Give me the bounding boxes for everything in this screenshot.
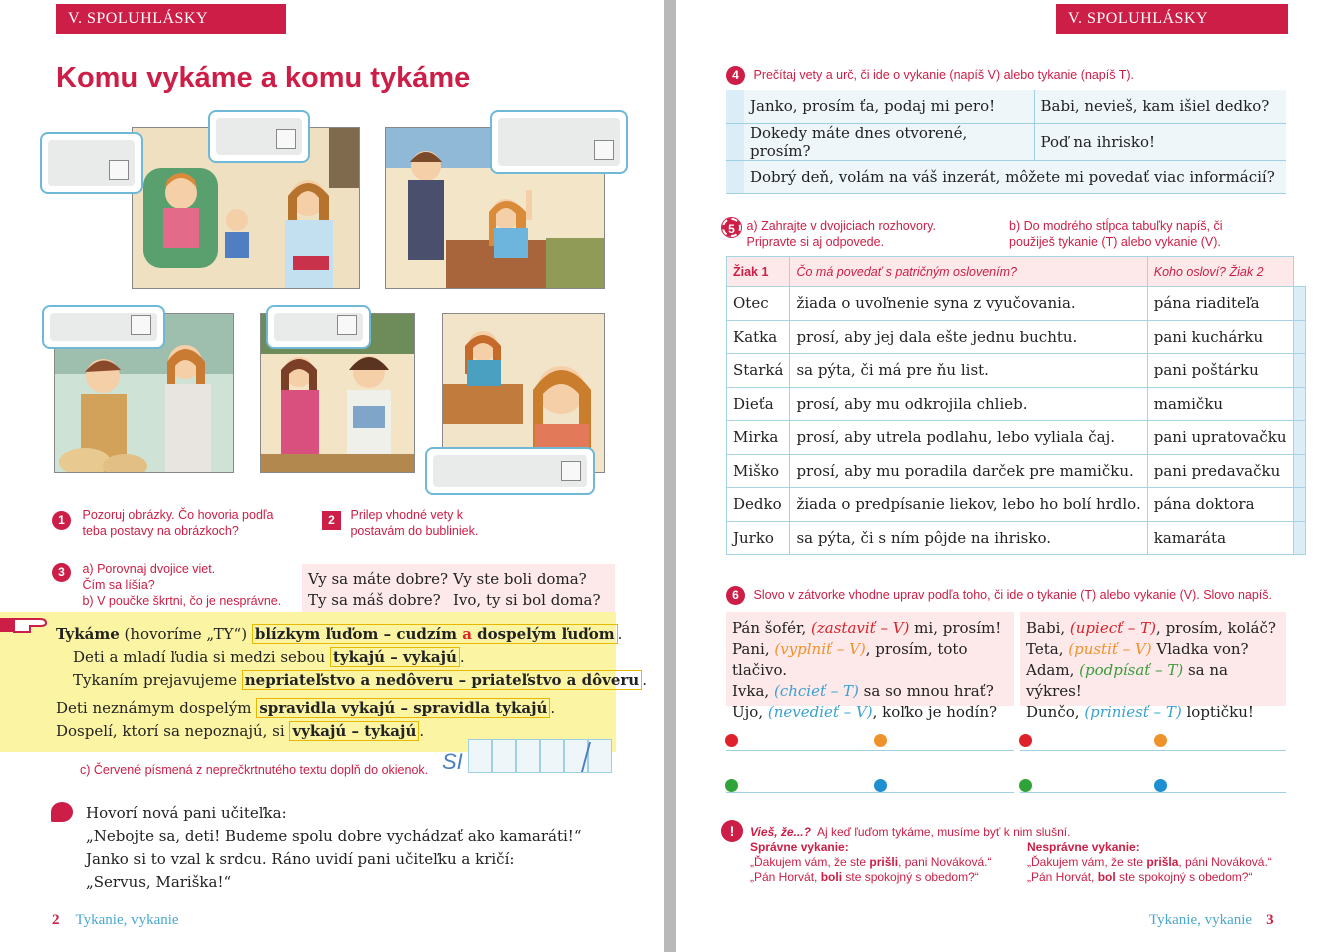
answer-line[interactable] xyxy=(1020,792,1286,793)
rule-text: Tykaním prejavujeme xyxy=(73,671,242,689)
table-row xyxy=(726,160,1286,193)
footer xyxy=(1149,912,1274,929)
story-line: Hovorí nová pani učiteľka: xyxy=(86,804,287,822)
column-header: Žiak 1 xyxy=(727,257,790,287)
footer xyxy=(52,912,179,929)
example-line: „Ďakujem vám, že ste prišla, páni Nováková.“ xyxy=(1027,855,1272,869)
red-letter: a xyxy=(462,625,472,643)
table-row xyxy=(727,287,1306,321)
table-header xyxy=(727,257,1306,287)
did-you-know xyxy=(750,824,1070,840)
request-cell: žiada o predpísanie liekov, lebo ho bolí hrdlo. xyxy=(790,488,1147,522)
table-row xyxy=(727,320,1306,354)
rule-line-5: Dospelí, ktorí sa nepoznajú, si vykajú – tykajú . xyxy=(56,722,425,740)
speech-bubble[interactable] xyxy=(42,305,165,349)
rule-line-2: Deti a mladí ľudia si medzi sebou tykajú – vykajú . xyxy=(73,648,465,666)
letter-boxes xyxy=(468,739,612,773)
choice-text: tykajú xyxy=(332,648,386,666)
exercise-sentence xyxy=(1026,639,1280,660)
column-header: Koho osloví? Žiak 2 xyxy=(1147,257,1293,287)
addressee-cell: kamaráta xyxy=(1147,521,1293,555)
speaker-cell: Mirka xyxy=(727,421,790,455)
exercise-6-left xyxy=(726,612,1014,721)
rule-line-1: Tykáme (hovoríme „TY“) blízkym ľuďom – cudzím a dospelým ľuďom . xyxy=(56,625,623,643)
rule-term: Tykáme xyxy=(56,625,120,643)
speech-bubble[interactable] xyxy=(266,305,371,349)
addressee-cell: pani kuchárku xyxy=(1147,320,1293,354)
chapter-header: V. SPOLUHLÁSKY xyxy=(1056,4,1288,34)
choice-text: – vykajú xyxy=(385,648,457,666)
answer-cell[interactable] xyxy=(726,90,744,123)
letter-box[interactable] xyxy=(588,739,612,773)
task-1-text: Pozoruj obrázky. Čo hovoria podľa teba postavy na obrázkoch? xyxy=(82,508,274,538)
task-4-table xyxy=(726,90,1286,194)
chapter-header: V. SPOLUHLÁSKY xyxy=(56,4,286,34)
left-page xyxy=(0,0,664,952)
addressee-cell: mamičku xyxy=(1147,387,1293,421)
pointing-hand-icon xyxy=(0,614,50,636)
sentence-part: Babi, xyxy=(1026,619,1070,637)
compare-sentence: Vy ste boli doma? xyxy=(453,570,587,588)
speech-icon xyxy=(51,802,73,822)
exercise-sentence xyxy=(1026,702,1280,723)
task-number-3: 3 xyxy=(52,563,71,582)
addressee-cell: pani poštárku xyxy=(1147,354,1293,388)
correct-examples xyxy=(750,840,991,885)
verb-hint: (podpísať – T) xyxy=(1079,661,1184,679)
letter-box[interactable] xyxy=(468,739,492,773)
footer-text: Tykanie, vykanie xyxy=(75,912,179,928)
speech-bubble[interactable] xyxy=(208,110,310,163)
task-6-text: Slovo v zátvorke vhodne uprav podľa toho, či ide o tykanie (T) alebo vykanie (V). Slovo napíš. xyxy=(753,588,1272,602)
task-3b-text: b) V poučke škrtni, čo je nesprávne. xyxy=(82,594,282,608)
answer-cell[interactable] xyxy=(1293,287,1306,321)
sentence-cell: Poď na ihrisko! xyxy=(1034,123,1286,160)
exclamation-icon: ! xyxy=(721,820,743,842)
sentence-part: sa na výkres! xyxy=(1026,661,1228,700)
table-row xyxy=(727,387,1306,421)
task-2 xyxy=(322,507,510,539)
speaker-cell: Dedko xyxy=(727,488,790,522)
task-4-text: Prečítaj vety a urč, či ide o vykanie (napíš V) alebo tykanie (napíš T). xyxy=(753,68,1134,82)
exercise-sentence xyxy=(732,681,1008,702)
compare-box xyxy=(302,564,615,614)
task-2-text: Prilep vhodné vety k postavám do bubliniek. xyxy=(350,508,479,538)
answer-cell[interactable] xyxy=(726,160,744,193)
green-dot-icon xyxy=(725,779,738,792)
compare-sentence: Ivo, ty si bol doma? xyxy=(453,591,601,609)
verb-hint: (upiecť – T) xyxy=(1069,619,1157,637)
verb-hint: (zastaviť – V) xyxy=(811,619,910,637)
answer-line[interactable] xyxy=(1020,750,1286,751)
sentence-part: mi, prosím! xyxy=(909,619,1002,637)
sentence-cell: Babi, nevieš, kam išiel dedko? xyxy=(1034,90,1286,123)
answer-cell[interactable] xyxy=(1293,320,1306,354)
addressee-cell: pani upratovačku xyxy=(1147,421,1293,455)
request-cell: žiada o uvoľnenie syna z vyučovania. xyxy=(790,287,1147,321)
speech-bubble[interactable] xyxy=(425,447,595,495)
did-you-know-text: Aj keď ľuďom tykáme, musíme byť k nim slušní. xyxy=(816,825,1071,839)
answer-cell[interactable] xyxy=(726,123,744,160)
task-number-2: 2 xyxy=(322,511,341,530)
verb-hint: (vyplniť – V) xyxy=(774,640,866,658)
strike-choice[interactable]: vykajú – tykajú xyxy=(289,721,419,741)
task-5-table xyxy=(726,256,1306,555)
addressee-cell: pani predavačku xyxy=(1147,454,1293,488)
task-5 xyxy=(722,218,946,250)
speaker-cell: Starká xyxy=(727,354,790,388)
verb-hint: (pustiť – V) xyxy=(1068,640,1152,658)
task-6 xyxy=(726,586,1272,605)
request-cell: prosí, aby mu poradila darček pre mamičku. xyxy=(790,454,1147,488)
table-row xyxy=(727,354,1306,388)
request-cell: prosí, aby mu odkrojila chlieb. xyxy=(790,387,1147,421)
strike-choice[interactable]: nepriateľstvo a nedôveru – priateľstvo a dôveru xyxy=(242,670,642,690)
answer-cell[interactable] xyxy=(1293,521,1306,555)
sentence-part: , prosím, toto tlačivo. xyxy=(732,640,968,679)
sentence-part: Vladka von? xyxy=(1151,640,1249,658)
strike-choice[interactable] xyxy=(330,647,460,667)
task-5a-text: a) Zahrajte v dvojiciach rozhovory. Pripravte si aj odpovede. xyxy=(746,219,936,249)
wrong-examples xyxy=(1027,840,1272,885)
request-cell: sa pýta, či s ním pôjde na ihrisko. xyxy=(790,521,1147,555)
si-label: SI xyxy=(442,749,463,774)
speaker-cell: Jurko xyxy=(727,521,790,555)
table-row xyxy=(727,421,1306,455)
exercise-6-right xyxy=(1020,612,1286,721)
exercise-sentence xyxy=(732,702,1008,723)
speech-bubble[interactable] xyxy=(490,110,628,174)
letter-box[interactable] xyxy=(516,739,540,773)
task-3a-text: a) Porovnaj dvojice viet. Čím sa líšia? xyxy=(82,562,216,592)
answer-line[interactable] xyxy=(726,750,1014,751)
header-spacer xyxy=(1293,257,1306,287)
exercise-sentence xyxy=(1026,660,1280,702)
letter-box[interactable] xyxy=(540,739,564,773)
choice-text: dospelým ľuďom xyxy=(471,625,615,643)
addressee-cell: pána riaditeľa xyxy=(1147,287,1293,321)
exercise-sentence xyxy=(1026,618,1280,639)
sentence-part: Adam, xyxy=(1026,661,1080,679)
rule-text: Deti neznámym dospelým xyxy=(56,699,257,717)
example-line: „Pán Horvát, boli ste spokojný s obedom?“ xyxy=(750,870,979,884)
exercise-sentence xyxy=(732,639,1008,681)
speech-bubble[interactable] xyxy=(40,132,143,194)
sentence-part: Pani, xyxy=(732,640,775,658)
orange-dot-icon xyxy=(1154,734,1167,747)
sentence-part: Ivka, xyxy=(732,682,774,700)
table-row xyxy=(727,454,1306,488)
task-3c-text: c) Červené písmená z neprečkrtnutého textu doplň do okienok. xyxy=(80,763,429,777)
compare-sentence: Ty sa máš dobre? xyxy=(308,591,441,609)
sentence-part: , prosím, koláč? xyxy=(1156,619,1276,637)
sentence-cell: Dobrý deň, volám na váš inzerát, môžete mi povedať viac informácií? xyxy=(744,160,1286,193)
red-dot-icon xyxy=(725,734,738,747)
answer-cell[interactable] xyxy=(1293,387,1306,421)
task-5b-text: b) Do modrého stĺpca tabuľky napíš, či použiješ tykanie (T) alebo vykanie (V). xyxy=(1009,219,1223,249)
sentence-cell: Dokedy máte dnes otvorené, prosím? xyxy=(744,123,1034,160)
task-1 xyxy=(52,507,282,539)
speaker-cell: Miško xyxy=(727,454,790,488)
letter-box[interactable] xyxy=(492,739,516,773)
letter-box[interactable] xyxy=(564,739,588,773)
exercise-sentence xyxy=(732,618,1008,639)
task-number-1: 1 xyxy=(52,511,71,530)
story-line: Janko si to vzal k srdcu. Ráno uvidí pani učiteľku a kričí: xyxy=(86,850,515,868)
answer-cell[interactable] xyxy=(1293,354,1306,388)
table-row xyxy=(726,90,1286,123)
compare-sentence: Vy sa máte dobre? xyxy=(308,570,449,588)
blue-dot-icon xyxy=(874,779,887,792)
right-page xyxy=(676,0,1341,952)
sentence-part: Dunčo, xyxy=(1026,703,1085,721)
strike-choice[interactable]: spravidla vykajú – spravidla tykajú xyxy=(256,698,550,718)
request-cell: prosí, aby jej dala ešte jednu buchtu. xyxy=(790,320,1147,354)
did-you-know-title: Vieš, že...? xyxy=(750,825,811,839)
example-line: „Ďakujem vám, že ste prišli, pani Nováková.“ xyxy=(750,855,992,869)
correct-heading: Správne vykanie: xyxy=(750,840,849,854)
sentence-part: Ujo, xyxy=(732,703,768,721)
red-dot-icon xyxy=(1019,734,1032,747)
blue-dot-icon xyxy=(1154,779,1167,792)
sentence-part: sa so mnou hrať? xyxy=(858,682,994,700)
task-number-6: 6 xyxy=(726,586,745,605)
task-3 xyxy=(52,561,297,609)
story xyxy=(86,802,582,894)
choice-text: blízkym ľuďom – cudzím xyxy=(254,625,463,643)
rule-text: Dospelí, ktorí sa nepoznajú, si xyxy=(56,722,290,740)
table-row xyxy=(726,123,1286,160)
table-row xyxy=(727,488,1306,522)
sentence-part: , koľko je hodín? xyxy=(872,703,998,721)
rule-line-4: Deti neznámym dospelým spravidla vykajú – spravidla tykajú . xyxy=(56,699,556,717)
answer-cell[interactable] xyxy=(1293,454,1306,488)
sentence-part: Pán šofér, xyxy=(732,619,812,637)
column-header: Čo má povedať s patričným oslovením? xyxy=(790,257,1147,287)
task-number-5: 5 xyxy=(722,218,741,237)
task-4 xyxy=(726,66,1134,85)
answer-cell[interactable] xyxy=(1293,488,1306,522)
sentence-cell: Janko, prosím ťa, podaj mi pero! xyxy=(744,90,1034,123)
request-cell: prosí, aby utrela podlahu, lebo vyliala čaj. xyxy=(790,421,1147,455)
verb-hint: (priniesť – T) xyxy=(1084,703,1182,721)
verb-hint: (nevedieť – V) xyxy=(767,703,873,721)
page-number: 2 xyxy=(52,912,60,928)
request-cell: sa pýta, či má pre ňu list. xyxy=(790,354,1147,388)
sentence-part: loptičku! xyxy=(1181,703,1254,721)
answer-line[interactable] xyxy=(726,792,1014,793)
speaker-cell: Otec xyxy=(727,287,790,321)
orange-dot-icon xyxy=(874,734,887,747)
rule-text: (hovoríme „TY“) xyxy=(119,625,252,643)
sentence-part: Teta, xyxy=(1026,640,1069,658)
rule-text: Deti a mladí ľudia si medzi sebou xyxy=(73,648,330,666)
example-line: „Pán Horvát, bol ste spokojný s obedom?“ xyxy=(1027,870,1253,884)
wrong-heading: Nesprávne vykanie: xyxy=(1027,840,1140,854)
answer-cell[interactable] xyxy=(1293,421,1306,455)
verb-hint: (chcieť – T) xyxy=(773,682,859,700)
speaker-cell: Katka xyxy=(727,320,790,354)
addressee-cell: pána doktora xyxy=(1147,488,1293,522)
rule-line-3: Tykaním prejavujeme nepriateľstvo a nedôveru – priateľstvo a dôveru . xyxy=(73,671,647,689)
table-row xyxy=(727,521,1306,555)
strike-choice[interactable] xyxy=(252,624,618,644)
page-title: Komu vykáme a komu tykáme xyxy=(56,62,471,94)
footer-text: Tykanie, vykanie xyxy=(1149,912,1253,928)
story-line: „Servus, Mariška!“ xyxy=(86,873,232,891)
task-number-4: 4 xyxy=(726,66,745,85)
page-number: 3 xyxy=(1266,912,1274,928)
green-dot-icon xyxy=(1019,779,1032,792)
story-line: „Nebojte sa, deti! Budeme spolu dobre vychádzať ako kamaráti!“ xyxy=(86,827,582,845)
speaker-cell: Dieťa xyxy=(727,387,790,421)
